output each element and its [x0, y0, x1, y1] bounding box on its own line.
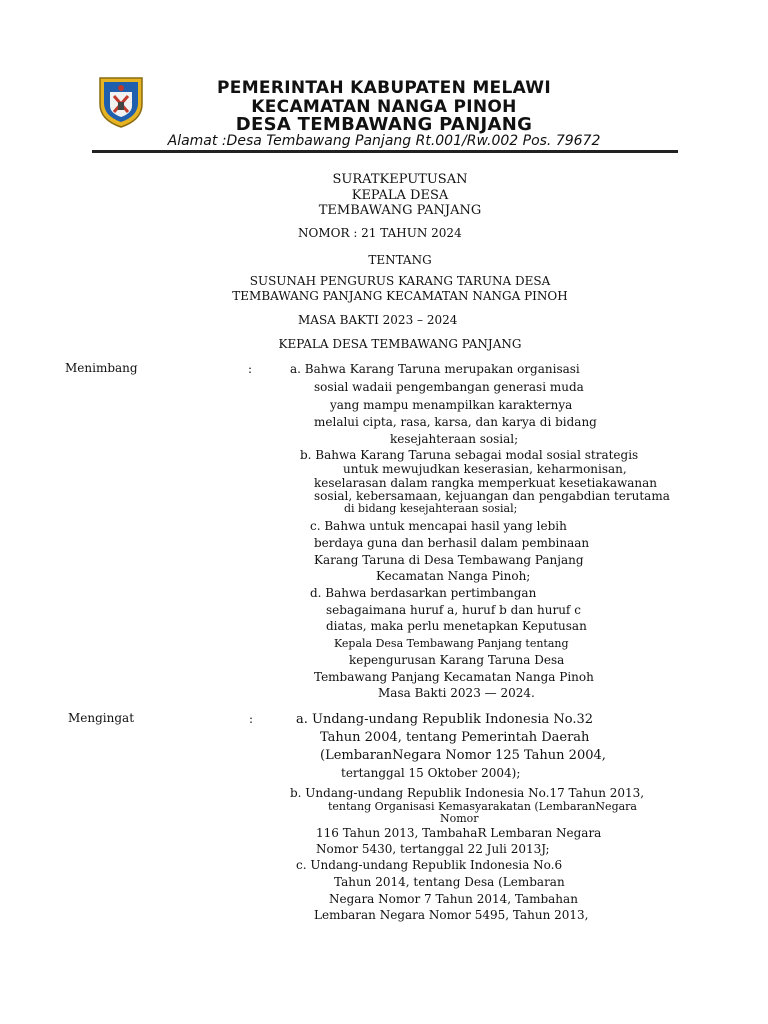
mengingat-line: a. Undang-undang Republik Indonesia No.32 — [296, 712, 594, 727]
decree-subject-1: SUSUNAH PENGURUS KARANG TARUNA DESA — [249, 274, 551, 288]
menimbang-line: a. Bahwa Karang Taruna merupakan organisasi — [290, 362, 580, 376]
menimbang-line: di bidang kesejahteraan sosial; — [344, 502, 518, 515]
decree-period: MASA BAKTI 2023 – 2024 — [298, 313, 458, 327]
menimbang-line: d. Bahwa berdasarkan pertimbangan — [310, 586, 537, 600]
mengingat-line: tertanggal 15 Oktober 2004); — [341, 766, 521, 780]
decree-head: KEPALA DESA TEMBAWANG PANJANG — [278, 337, 522, 351]
menimbang-line: sebagaimana huruf a, huruf b dan huruf c — [326, 603, 581, 617]
menimbang-line: kepengurusan Karang Taruna Desa — [349, 653, 565, 667]
menimbang-line: b. Bahwa Karang Taruna sebagai modal sosial strategis — [300, 448, 639, 462]
decree-issuer: KEPALA DESA — [351, 188, 449, 203]
menimbang-line: Kecamatan Nanga Pinoh; — [376, 569, 531, 583]
mengingat-line: c. Undang-undang Republik Indonesia No.6 — [296, 858, 563, 872]
letterhead-address: Alamat :Desa Tembawang Panjang Rt.001/Rw.002 Pos. 79672 — [167, 133, 601, 149]
menimbang-colon: : — [248, 362, 253, 376]
mengingat-line: Tahun 2004, tentang Pemerintah Daerah — [320, 730, 590, 745]
letterhead-district: KECAMATAN NANGA PINOH — [251, 97, 517, 117]
mengingat-line: Lembaran Negara Nomor 5495, Tahun 2013, — [314, 908, 589, 922]
mengingat-colon: : — [249, 712, 254, 726]
menimbang-line: yang mampu menampilkan karakternya — [330, 398, 573, 412]
mengingat-line: Nomor — [440, 812, 479, 825]
decree-village: TEMBAWANG PANJANG — [318, 203, 482, 218]
menimbang-line: kesejahteraan sosial; — [390, 432, 519, 446]
mengingat-line: Nomor 5430, tertanggal 22 Juli 2013J; — [316, 842, 550, 856]
menimbang-line: c. Bahwa untuk mencapai hasil yang lebih — [310, 519, 567, 533]
menimbang-line: untuk mewujudkan keserasian, keharmonisan, — [343, 462, 627, 476]
menimbang-line: melalui cipta, rasa, karsa, dan karya di bidang — [314, 415, 597, 429]
decree-title: SURATKEPUTUSAN — [332, 172, 468, 187]
decree-subject-2: TEMBAWANG PANJANG KECAMATAN NANGA PINOH — [232, 289, 568, 303]
mengingat-line: tentang Organisasi Kemasyarakatan (LembaranNegara — [328, 800, 637, 813]
letterhead-village: DESA TEMBAWANG PANJANG — [235, 114, 533, 135]
mengingat-label: Mengingat — [68, 711, 135, 725]
menimbang-line: sosial wadaii pengembangan generasi muda — [314, 380, 584, 394]
menimbang-label: Menimbang — [65, 361, 138, 375]
mengingat-line: (LembaranNegara Nomor 125 Tahun 2004, — [320, 748, 606, 763]
menimbang-line: Tembawang Panjang Kecamatan Nanga Pinoh — [314, 670, 594, 684]
mengingat-line: 116 Tahun 2013, TambahaR Lembaran Negara — [316, 826, 602, 840]
menimbang-line: diatas, maka perlu menetapkan Keputusan — [326, 619, 587, 633]
decree-about: TENTANG — [368, 253, 432, 267]
menimbang-line: sosial, kebersamaan, kejuangan dan pengabdian terutama — [314, 489, 670, 503]
menimbang-line: Kepala Desa Tembawang Panjang tentang — [334, 637, 569, 650]
menimbang-line: Masa Bakti 2023 — 2024. — [378, 686, 535, 700]
mengingat-line: Tahun 2014, tentang Desa (Lembaran — [334, 875, 565, 889]
menimbang-line: keselarasan dalam rangka memperkuat kesetiakawanan — [314, 476, 658, 490]
menimbang-line: Karang Taruna di Desa Tembawang Panjang — [314, 553, 584, 567]
decree-number: NOMOR : 21 TAHUN 2024 — [298, 226, 462, 240]
letterhead-government: PEMERINTAH KABUPATEN MELAWI — [217, 78, 551, 98]
mengingat-line: b. Undang-undang Republik Indonesia No.17 Tahun 2013, — [290, 786, 645, 800]
letterhead-divider — [92, 150, 678, 153]
menimbang-line: berdaya guna dan berhasil dalam pembinaan — [314, 536, 590, 550]
mengingat-line: Negara Nomor 7 Tahun 2014, Tambahan — [329, 892, 578, 906]
